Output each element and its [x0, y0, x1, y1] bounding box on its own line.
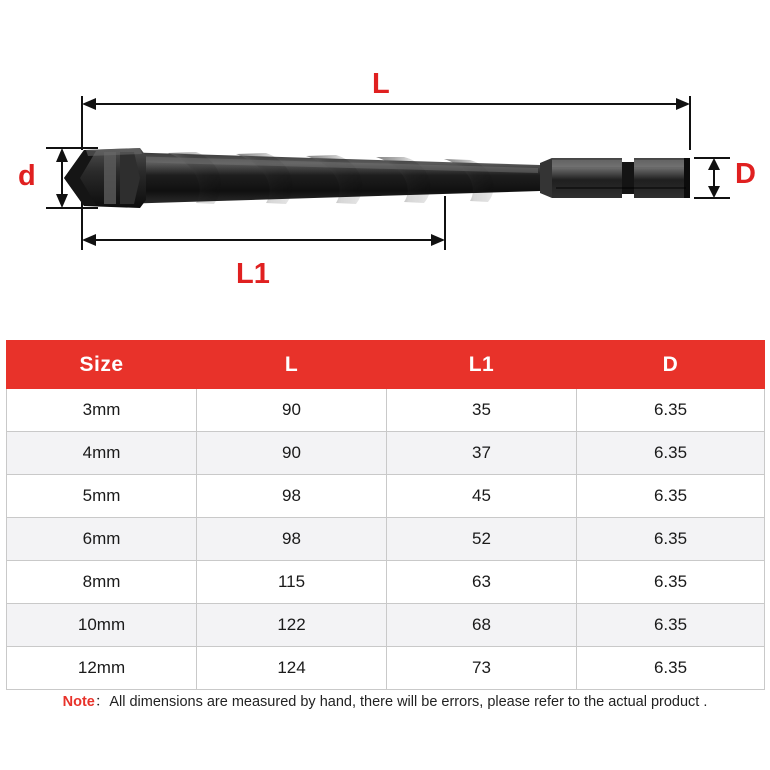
note-text: [0, 690, 770, 711]
cell-l1: 68: [387, 604, 577, 647]
table-row: [7, 604, 765, 647]
cell-l: 90: [197, 432, 387, 475]
table-row: [7, 561, 765, 604]
table-header-l: L: [197, 341, 387, 389]
cell-size: 12mm: [7, 647, 197, 690]
cell-l: 115: [197, 561, 387, 604]
dimension-line-L: [82, 96, 690, 150]
dimension-label-d: d: [18, 160, 36, 192]
arrow-right-L1: [431, 234, 445, 246]
cell-size: 10mm: [7, 604, 197, 647]
arrow-up-D: [708, 158, 720, 170]
cell-l1: 35: [387, 389, 577, 432]
cell-l: 98: [197, 475, 387, 518]
cell-l1: 73: [387, 647, 577, 690]
note-label: Note: [62, 694, 95, 710]
dimension-label-L1: L1: [236, 258, 270, 290]
arrow-up-d: [56, 148, 68, 162]
cell-size: 4mm: [7, 432, 197, 475]
cell-d: 6.35: [577, 475, 765, 518]
cell-d: 6.35: [577, 561, 765, 604]
cell-size: 3mm: [7, 389, 197, 432]
cell-size: 8mm: [7, 561, 197, 604]
cell-d: 6.35: [577, 518, 765, 561]
table-header-d: D: [577, 341, 765, 389]
cell-l1: 37: [387, 432, 577, 475]
table-row: [7, 518, 765, 561]
cell-l1: 52: [387, 518, 577, 561]
dimension-label-D: D: [735, 158, 756, 190]
table-header-row: [7, 341, 765, 389]
table-row: [7, 432, 765, 475]
cell-l1: 63: [387, 561, 577, 604]
cell-d: 6.35: [577, 432, 765, 475]
table-header-l1: L1: [387, 341, 577, 389]
cell-l1: 45: [387, 475, 577, 518]
arrow-down-D: [708, 186, 720, 198]
drill-bit-illustration: [0, 0, 770, 330]
arrow-left-L1: [82, 234, 96, 246]
arrow-right-L: [676, 98, 690, 110]
cell-size: 6mm: [7, 518, 197, 561]
drill-bit-diagram: [0, 0, 770, 330]
arrow-down-d: [56, 194, 68, 208]
cell-d: 6.35: [577, 647, 765, 690]
dimension-label-L: L: [372, 68, 390, 100]
cell-l: 124: [197, 647, 387, 690]
cell-l: 98: [197, 518, 387, 561]
cell-size: 5mm: [7, 475, 197, 518]
cell-l: 122: [197, 604, 387, 647]
note-body: All dimensions are measured by hand, there will be errors, please refer to the actual product .: [109, 694, 708, 710]
specification-table: [6, 340, 765, 690]
table-row: [7, 475, 765, 518]
table-row: [7, 389, 765, 432]
arrow-left-L: [82, 98, 96, 110]
note-separator: ：: [94, 694, 110, 710]
drill-bit-body: [64, 148, 690, 208]
table-header-size: Size: [7, 341, 197, 389]
table-row: [7, 647, 765, 690]
cell-l: 90: [197, 389, 387, 432]
cell-d: 6.35: [577, 389, 765, 432]
cell-d: 6.35: [577, 604, 765, 647]
